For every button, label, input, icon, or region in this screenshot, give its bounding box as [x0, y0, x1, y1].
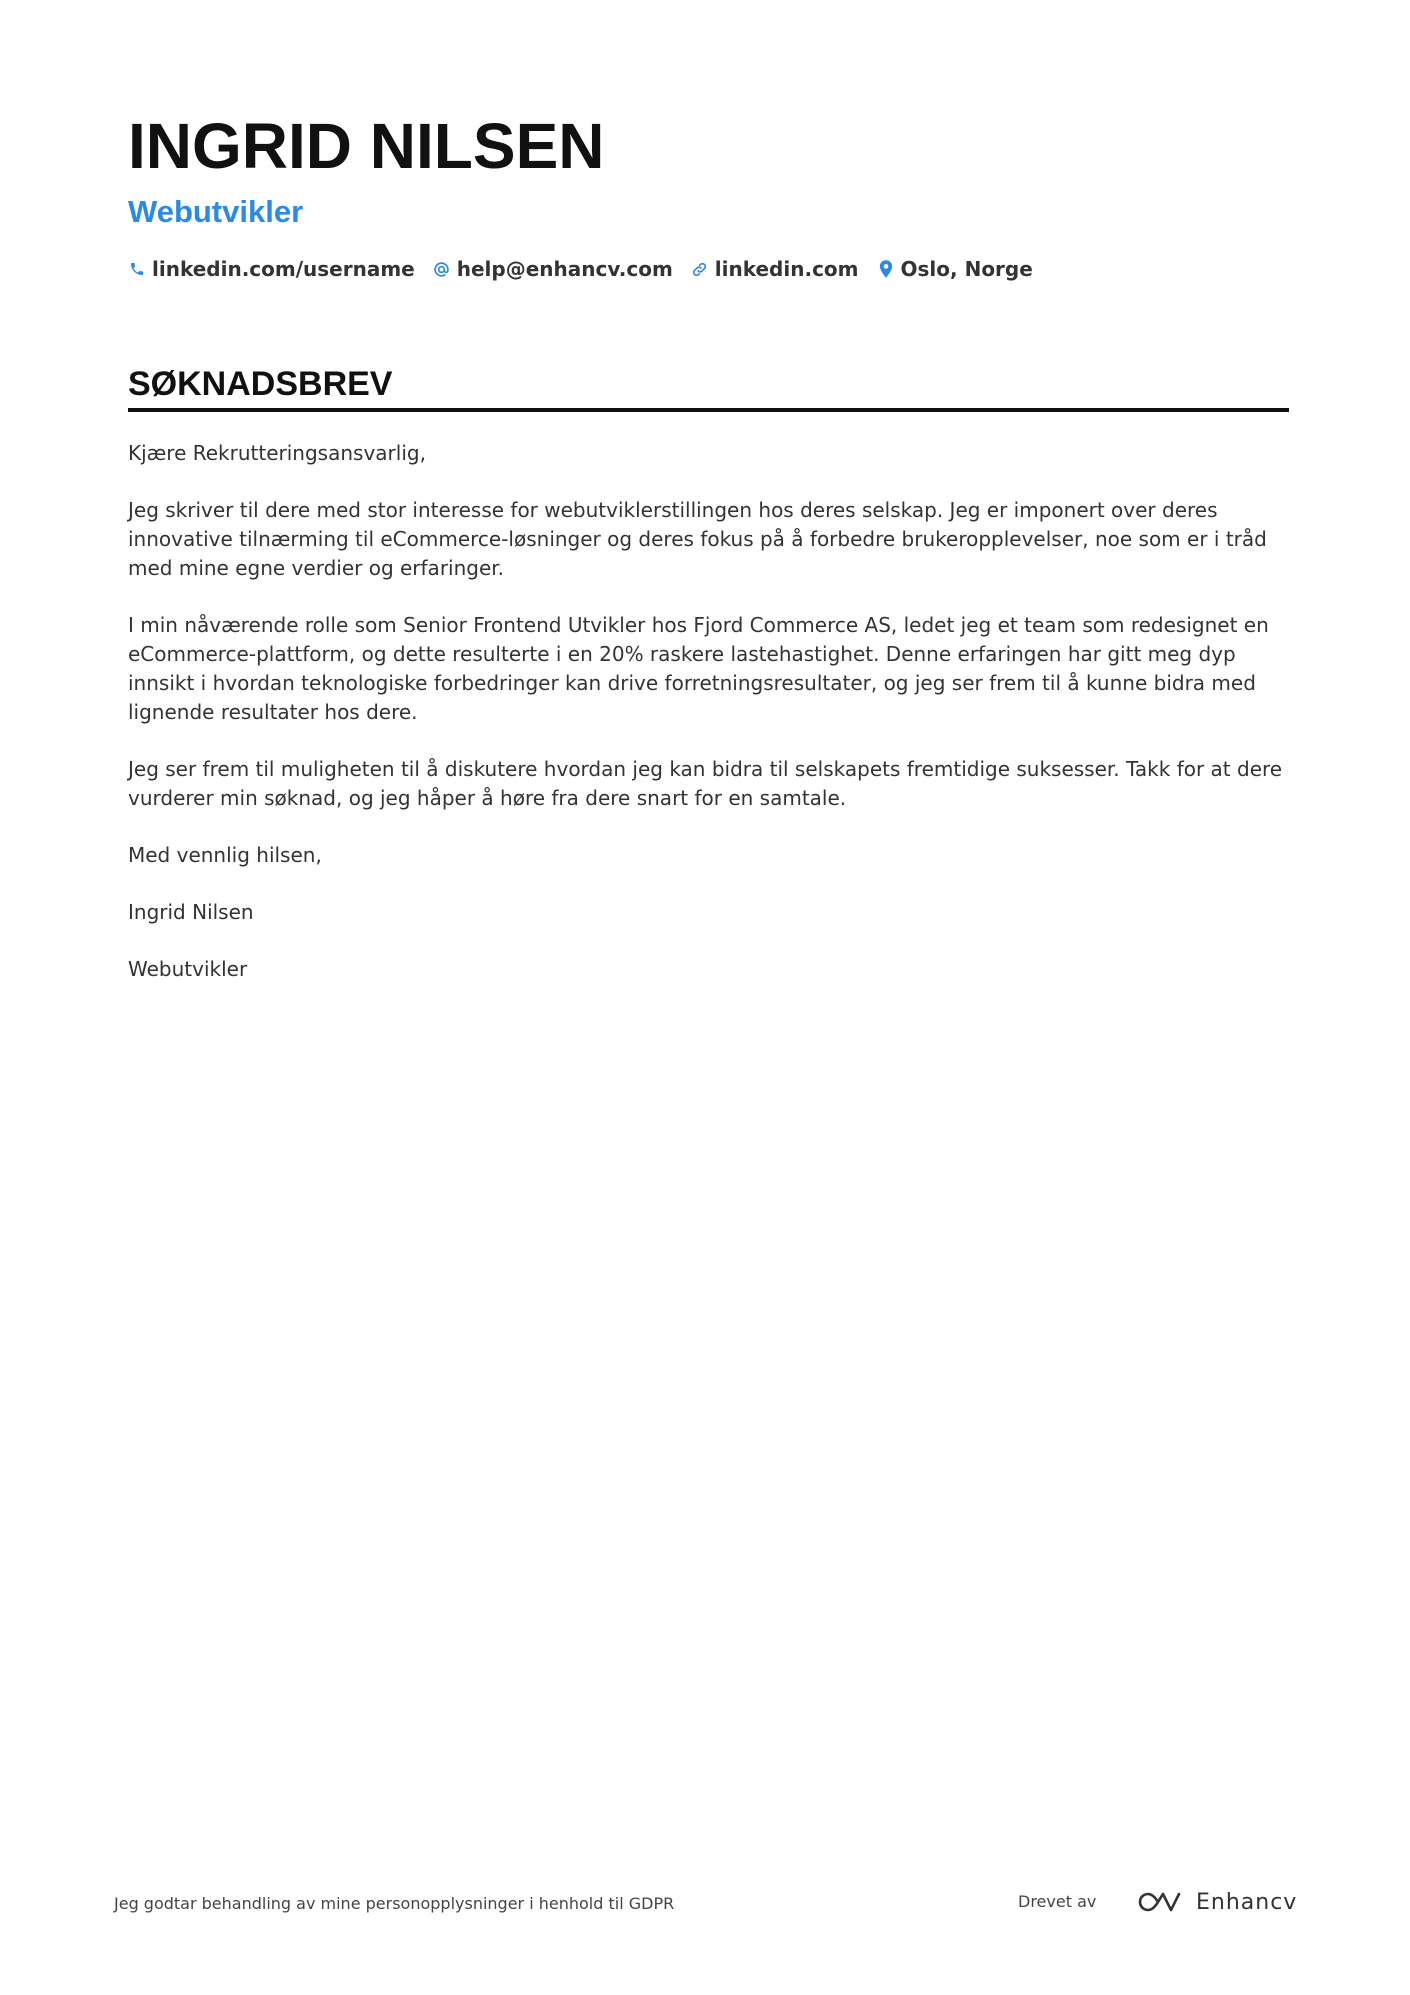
letter-closing: Med vennlig hilsen, [128, 843, 322, 867]
letter-paragraph: Jeg skriver til dere med stor interesse for webutviklerstillingen hos deres selskap. Jeg er imponert over deres innovative tilnærming til eCommerce-løsninger og deres fokus på å forbedre brukeropplevelser, noe som er i tråd med mine egne verdier og erfaringer. [128, 498, 1267, 580]
brand-link[interactable] [1138, 1886, 1297, 1918]
section-divider [128, 408, 1289, 412]
cover-letter-section [128, 362, 1289, 412]
candidate-name: INGRID NILSEN [128, 110, 605, 182]
contact-email-text: help@enhancv.com [456, 257, 673, 281]
section-title: SØKNADSBREV [128, 365, 393, 403]
letter-greeting: Kjære Rekrutteringsansvarlig, [128, 441, 426, 465]
candidate-role: Webutvikler [128, 194, 304, 229]
gdpr-consent-text: Jeg godtar behandling av mine personopplysninger i henhold til GDPR [114, 1894, 675, 1913]
contact-link-text: linkedin.com [714, 257, 859, 281]
letter-body [128, 439, 1293, 1012]
signature-name: Ingrid Nilsen [128, 900, 254, 924]
contact-link[interactable] [691, 257, 859, 281]
letter-paragraph: Jeg ser frem til muligheten til å diskutere hvordan jeg kan bidra til selskapets fremtidige suksesser. Takk for at dere vurderer min søknad, og jeg håper å høre fra dere snart for en samtale. [128, 757, 1283, 810]
letter-paragraph: I min nåværende rolle som Senior Frontend Utvikler hos Fjord Commerce AS, ledet jeg et team som redesignet en eCommerce-plattform, og dette resulterte i en 20% raskere lastehastighet. Denne erfaringen har gitt meg dyp innsikt i hvordan teknologiske forbedringer kan drive forretningsresultater, og jeg ser frem til å kunne bidra med lignende resultater hos dere. [128, 613, 1269, 724]
contact-bar [128, 252, 1288, 286]
contact-phone[interactable] [128, 257, 415, 281]
at-icon [433, 259, 451, 279]
link-icon [691, 259, 709, 279]
powered-by-label: Drevet av [1018, 1892, 1097, 1911]
brand-name: Enhancv [1196, 1889, 1298, 1915]
contact-location [877, 257, 1033, 281]
enhancv-logo-icon [1138, 1888, 1184, 1916]
page-footer [114, 1886, 1298, 1926]
resume-header [128, 108, 1288, 286]
contact-phone-text: linkedin.com/username [152, 257, 415, 281]
contact-email[interactable] [433, 257, 673, 281]
location-pin-icon [877, 259, 895, 279]
contact-location-text: Oslo, Norge [900, 257, 1033, 281]
phone-icon [128, 259, 146, 279]
signature-title: Webutvikler [128, 957, 248, 981]
